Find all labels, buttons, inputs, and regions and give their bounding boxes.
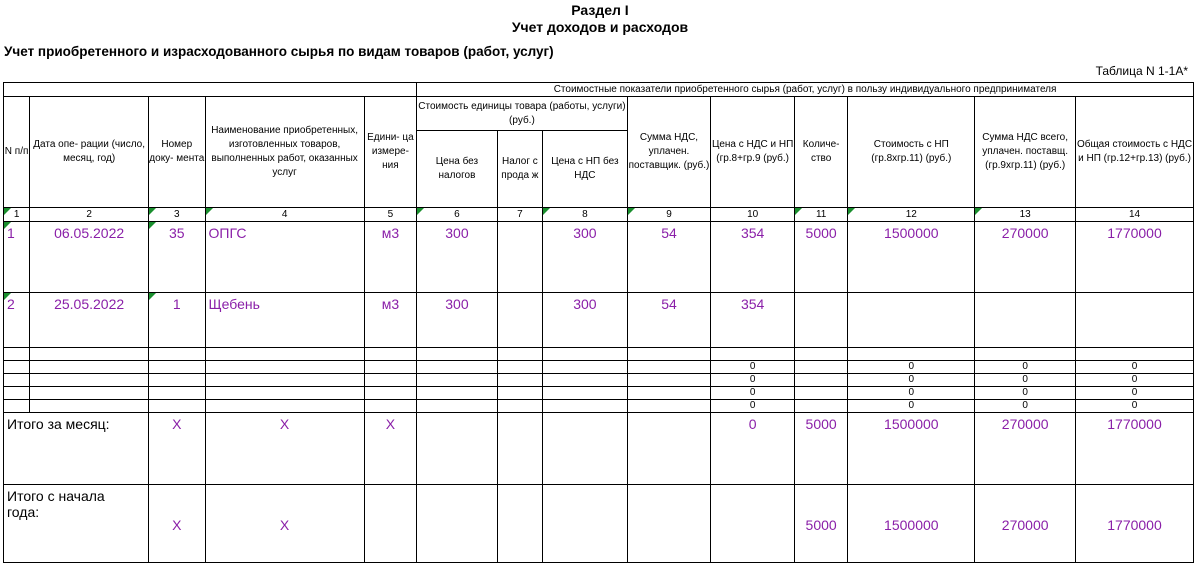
empty-cell	[4, 387, 30, 400]
empty-cell: 0	[711, 374, 795, 387]
month-total-vat	[627, 413, 711, 485]
table-row	[4, 222, 1194, 293]
col-header-vat-total: Сумма НДС всего, уплачен. поставщ. (гр.9хгр.11) (руб.)	[975, 97, 1076, 208]
empty-cell	[205, 374, 364, 387]
row-vat-total: 270000	[975, 222, 1076, 293]
month-total-total: 1770000	[1076, 413, 1194, 485]
col-header-vat: Сумма НДС, уплачен. поставщик. (руб.)	[627, 97, 711, 208]
empty-cell	[543, 374, 628, 387]
empty-cell	[627, 348, 711, 361]
header-blank	[4, 83, 417, 97]
empty-row	[4, 348, 1194, 361]
empty-cell	[417, 400, 498, 413]
year-total-vat	[627, 485, 711, 563]
empty-cell: 0	[1076, 374, 1194, 387]
year-total-row	[4, 485, 1194, 563]
empty-cell	[30, 361, 149, 374]
row-vat: 54	[627, 293, 711, 348]
row-name: Щебень	[205, 293, 364, 348]
empty-cell	[627, 400, 711, 413]
empty-cell	[794, 374, 847, 387]
col-header-n: N п/п	[4, 97, 30, 208]
month-total-price	[417, 413, 498, 485]
year-total-sales-tax	[497, 485, 542, 563]
empty-cell	[543, 387, 628, 400]
row-price-np: 300	[543, 293, 628, 348]
year-total-qty: 5000	[794, 485, 847, 563]
empty-cell	[205, 387, 364, 400]
empty-cell: 0	[848, 387, 975, 400]
col-header-unit-cost-group: Стоимость единицы товара (работы, услуги) (руб.)	[417, 97, 628, 131]
empty-cell	[30, 400, 149, 413]
empty-row	[4, 361, 1194, 374]
col-header-cost: Стоимость с НП (гр.8хгр.11) (руб.)	[848, 97, 975, 208]
row-number: 1	[4, 222, 30, 293]
empty-row	[4, 400, 1194, 413]
empty-cell: 0	[1076, 400, 1194, 413]
col-header-total: Общая стоимость с НДС и НП (гр.12+гр.13) (руб.)	[1076, 97, 1194, 208]
empty-cell	[417, 361, 498, 374]
column-number: 5	[364, 208, 416, 222]
column-number: 2	[30, 208, 149, 222]
col-header-price-np: Цена с НП без НДС	[543, 131, 628, 208]
col-header-unit: Едини- ца измере- ния	[364, 97, 416, 208]
column-number: 1	[4, 208, 30, 222]
year-total-unit	[364, 485, 416, 563]
empty-cell: 0	[975, 361, 1076, 374]
ledger-table	[3, 82, 1194, 563]
empty-cell	[627, 387, 711, 400]
empty-cell	[149, 361, 205, 374]
empty-cell	[30, 374, 149, 387]
month-total-price-np	[543, 413, 628, 485]
empty-cell	[975, 348, 1076, 361]
column-number: 6	[417, 208, 498, 222]
empty-cell	[364, 361, 416, 374]
year-total-price-np	[543, 485, 628, 563]
row-date: 06.05.2022	[30, 222, 149, 293]
row-qty: 5000	[794, 222, 847, 293]
column-number: 4	[205, 208, 364, 222]
month-total-row	[4, 413, 1194, 485]
row-name: ОПГС	[205, 222, 364, 293]
empty-cell	[794, 348, 847, 361]
empty-cell	[417, 348, 498, 361]
year-total-price	[417, 485, 498, 563]
row-cost	[848, 293, 975, 348]
year-total-cost: 1500000	[848, 485, 975, 563]
row-unit: м3	[364, 293, 416, 348]
empty-cell: 0	[975, 374, 1076, 387]
month-total-price-vat: 0	[711, 413, 795, 485]
row-price-np: 300	[543, 222, 628, 293]
table-row	[4, 293, 1194, 348]
empty-cell	[149, 348, 205, 361]
row-price-vat: 354	[711, 222, 795, 293]
empty-cell	[497, 374, 542, 387]
year-total-label: Итого с начала года:	[4, 485, 149, 563]
empty-cell	[794, 361, 847, 374]
row-doc: 35	[149, 222, 205, 293]
row-sales-tax	[497, 293, 542, 348]
empty-cell	[417, 374, 498, 387]
empty-cell	[364, 374, 416, 387]
col-header-qty: Количе- ство	[794, 97, 847, 208]
header-row-top	[4, 83, 1194, 97]
column-number: 8	[543, 208, 628, 222]
col-header-price: Цена без налогов	[417, 131, 498, 208]
month-total-cost: 1500000	[848, 413, 975, 485]
row-price: 300	[417, 222, 498, 293]
empty-cell: 0	[711, 400, 795, 413]
row-cost: 1500000	[848, 222, 975, 293]
year-total-total: 1770000	[1076, 485, 1194, 563]
column-number: 11	[794, 208, 847, 222]
empty-cell	[30, 348, 149, 361]
document-title: Учет доходов и расходов	[511, 19, 689, 35]
empty-cell: 0	[975, 387, 1076, 400]
row-price: 300	[417, 293, 498, 348]
empty-cell: 0	[1076, 361, 1194, 374]
empty-cell	[848, 348, 975, 361]
col-header-date: Дата опе- рации (число, месяц, год)	[30, 97, 149, 208]
row-total: 1770000	[1076, 222, 1194, 293]
month-total-sales-tax	[497, 413, 542, 485]
empty-cell	[364, 348, 416, 361]
col-header-sales-tax: Налог с прода ж	[497, 131, 542, 208]
empty-cell: 0	[848, 374, 975, 387]
empty-cell: 0	[848, 361, 975, 374]
empty-cell	[1076, 348, 1194, 361]
column-number: 9	[627, 208, 711, 222]
column-number: 13	[975, 208, 1076, 222]
year-total-price-vat	[711, 485, 795, 563]
column-number: 3	[149, 208, 205, 222]
empty-cell	[497, 400, 542, 413]
column-number: 7	[497, 208, 542, 222]
row-unit: м3	[364, 222, 416, 293]
row-total	[1076, 293, 1194, 348]
empty-cell	[4, 374, 30, 387]
empty-cell	[4, 348, 30, 361]
empty-cell	[417, 387, 498, 400]
month-total-unit: Х	[364, 413, 416, 485]
empty-cell	[4, 400, 30, 413]
empty-cell	[364, 400, 416, 413]
column-number: 10	[711, 208, 795, 222]
section-title: Раздел I	[571, 2, 629, 18]
header-row-mid	[4, 97, 1194, 131]
row-number: 2	[4, 293, 30, 348]
empty-cell	[711, 348, 795, 361]
month-total-qty: 5000	[794, 413, 847, 485]
empty-cell	[205, 400, 364, 413]
col-header-doc: Номер доку- мента	[149, 97, 205, 208]
year-total-name: Х	[205, 485, 364, 563]
empty-cell	[543, 361, 628, 374]
empty-cell	[497, 348, 542, 361]
month-total-doc: Х	[149, 413, 205, 485]
empty-row	[4, 374, 1194, 387]
column-number: 14	[1076, 208, 1194, 222]
row-date: 25.05.2022	[30, 293, 149, 348]
month-total-name: Х	[205, 413, 364, 485]
table-number-label: Таблица N 1-1А*	[1095, 64, 1188, 78]
empty-cell	[4, 361, 30, 374]
row-sales-tax	[497, 222, 542, 293]
empty-cell	[30, 387, 149, 400]
empty-cell: 0	[711, 361, 795, 374]
row-qty	[794, 293, 847, 348]
table-subtitle: Учет приобретенного и израсходованного сырья по видам товаров (работ, услуг)	[4, 44, 554, 59]
col-header-name: Наименование приобретенных, изготовленных товаров, выполненных работ, оказанных услуг	[205, 97, 364, 208]
empty-cell: 0	[711, 387, 795, 400]
empty-cell	[627, 361, 711, 374]
row-price-vat: 354	[711, 293, 795, 348]
row-vat-total	[975, 293, 1076, 348]
empty-cell: 0	[1076, 387, 1194, 400]
empty-cell	[205, 348, 364, 361]
empty-row	[4, 387, 1194, 400]
row-vat: 54	[627, 222, 711, 293]
col-header-price-vat: Цена с НДС и НП (гр.8+гр.9 (руб.)	[711, 97, 795, 208]
header-cost-indicators: Стоимостные показатели приобретенного сырья (работ, услуг) в пользу индивидуального предпринимателя	[417, 83, 1194, 97]
column-number-row	[4, 208, 1194, 222]
empty-cell	[543, 348, 628, 361]
empty-cell	[205, 361, 364, 374]
empty-cell	[794, 400, 847, 413]
month-total-label: Итого за месяц:	[4, 413, 149, 485]
empty-cell	[364, 387, 416, 400]
empty-cell	[149, 400, 205, 413]
empty-cell: 0	[848, 400, 975, 413]
month-total-vat-total: 270000	[975, 413, 1076, 485]
empty-cell	[497, 361, 542, 374]
empty-cell	[543, 400, 628, 413]
empty-cell	[794, 387, 847, 400]
empty-cell	[627, 374, 711, 387]
empty-cell: 0	[975, 400, 1076, 413]
row-doc: 1	[149, 293, 205, 348]
year-total-doc: Х	[149, 485, 205, 563]
year-total-vat-total: 270000	[975, 485, 1076, 563]
empty-cell	[149, 374, 205, 387]
empty-cell	[497, 387, 542, 400]
empty-cell	[149, 387, 205, 400]
column-number: 12	[848, 208, 975, 222]
